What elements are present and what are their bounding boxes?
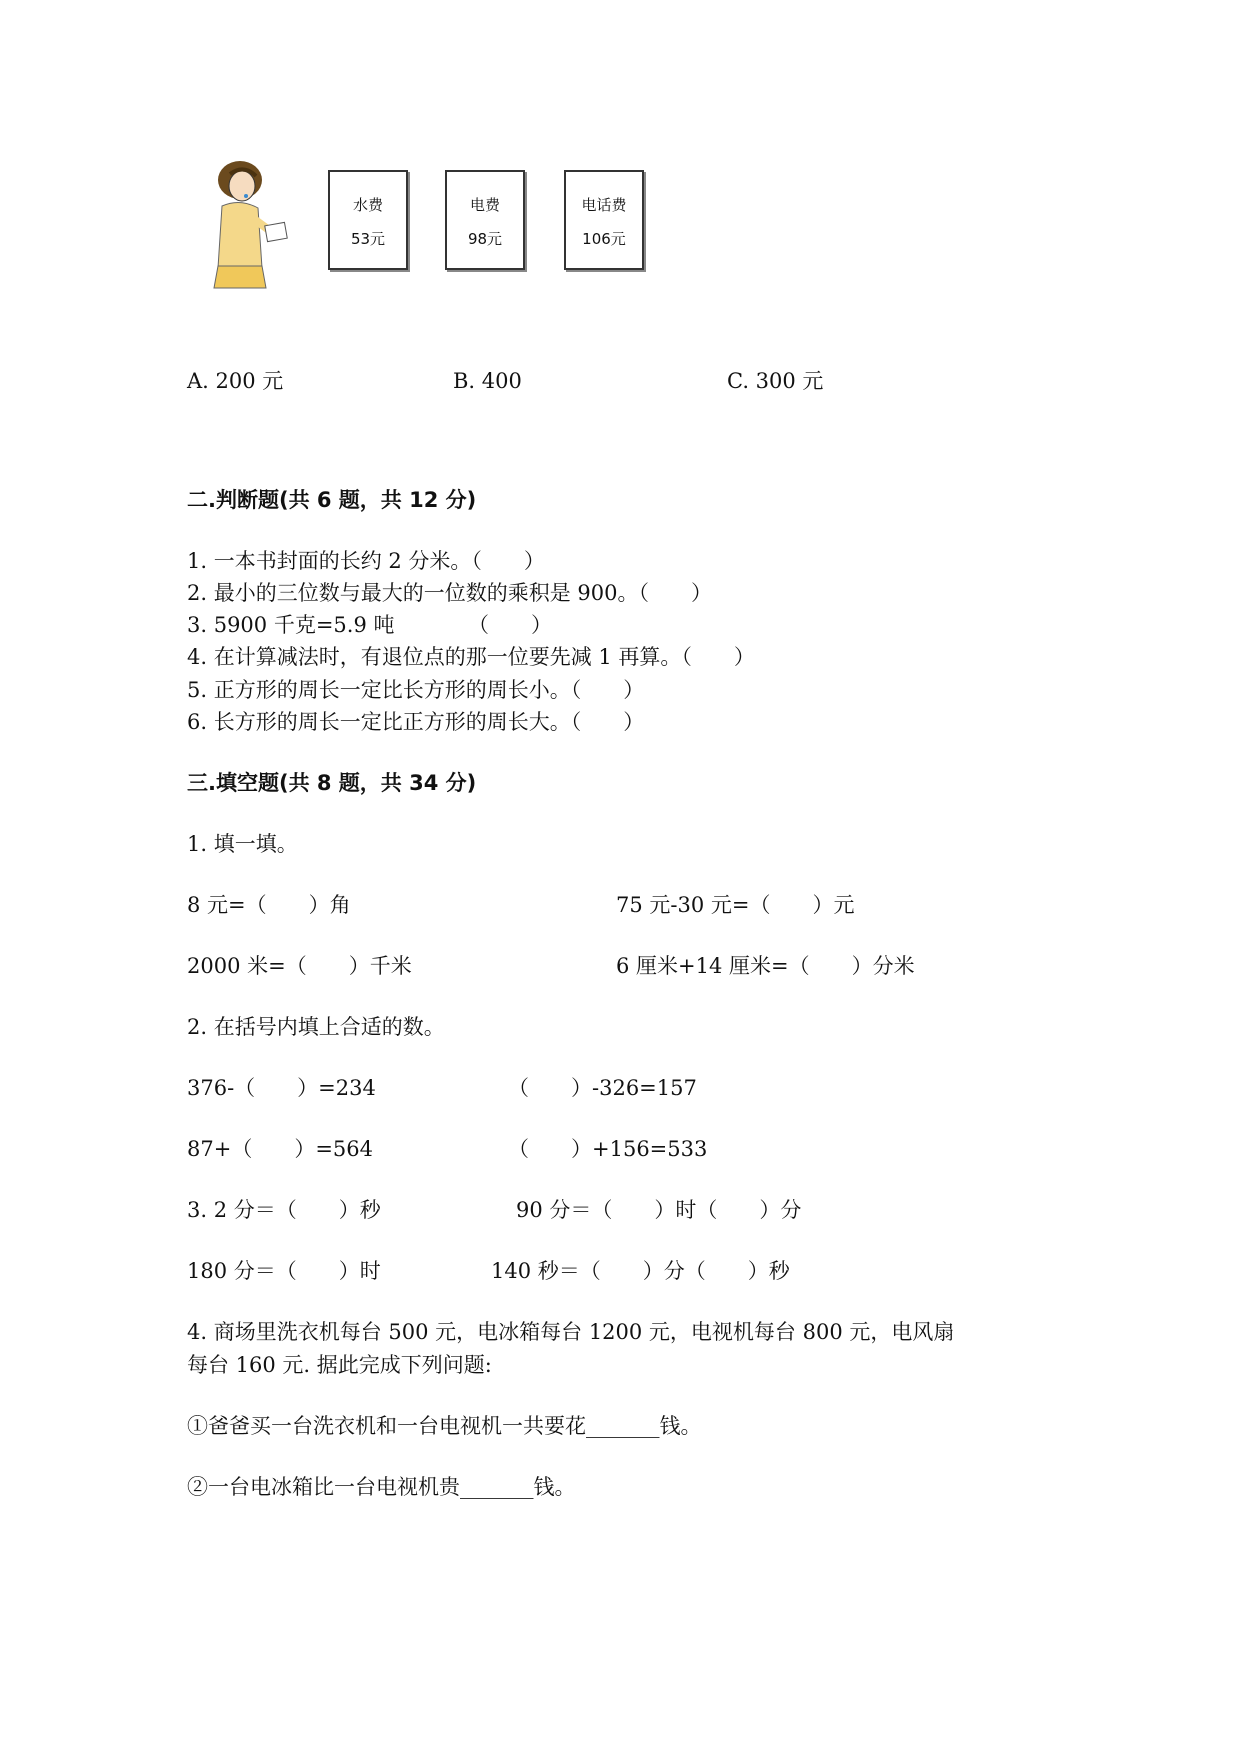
bill-water-amount: 53元 [350, 230, 386, 248]
q3-item-1: 3. 2 分＝（ ）秒 [187, 1198, 381, 1222]
q2-item-1: 376-（ ）=234 [187, 1076, 376, 1100]
judge-item-5: 5. 正方形的周长一定比长方形的周长小。（ ） [187, 678, 645, 702]
q2-item-4: （ ）+156=533 [508, 1137, 708, 1161]
bill-phone [564, 170, 644, 270]
choice-a: A. 200 元 [187, 369, 284, 393]
bill-electricity-amount: 98元 [467, 230, 503, 248]
bill-water [328, 170, 408, 270]
judge-item-6: 6. 长方形的周长一定比正方形的周长大。（ ） [187, 710, 645, 734]
judge-item-4: 4. 在计算减法时，有退位点的那一位要先减 1 再算。（ ） [187, 645, 755, 669]
q1-item-3: 2000 米=（ ）千米 [187, 954, 412, 978]
bill-electricity [445, 170, 525, 270]
judge-item-3: 3. 5900 千克=5.9 吨 （ ） [187, 613, 552, 637]
q2-item-2: （ ）-326=157 [508, 1076, 697, 1100]
q3-item-2: 90 分＝（ ）时（ ）分 [516, 1198, 802, 1222]
q1-item-2: 75 元-30 元=（ ）元 [616, 893, 855, 917]
woman-illustration [200, 158, 292, 290]
choice-c: C. 300 元 [727, 369, 824, 393]
q4-text-line2: 每台 160 元. 据此完成下列问题: [187, 1353, 492, 1377]
q1-item-4: 6 厘米+14 厘米=（ ）分米 [616, 954, 915, 978]
section2-heading: 二.判断题(共 6 题，共 12 分) [187, 488, 477, 512]
q1-title: 1. 填一填。 [187, 832, 298, 856]
bill-water-name: 水费 [352, 196, 383, 214]
bill-electricity-name: 电费 [469, 196, 500, 214]
q4-sub-2: ②一台电冰箱比一台电视机贵_______钱。 [187, 1475, 576, 1499]
section3-heading: 三.填空题(共 8 题，共 34 分) [187, 771, 477, 795]
judge-item-2: 2. 最小的三位数与最大的一位数的乘积是 900。（ ） [187, 581, 712, 605]
q4-text-line1: 4. 商场里洗衣机每台 500 元，电冰箱每台 1200 元，电视机每台 800 元，电风扇 [187, 1320, 955, 1344]
choice-b: B. 400 [453, 369, 522, 393]
bill-phone-name: 电话费 [581, 196, 627, 214]
q4-sub-1: ①爸爸买一台洗衣机和一台电视机一共要花_______钱。 [187, 1414, 702, 1438]
q2-title: 2. 在括号内填上合适的数。 [187, 1015, 445, 1039]
q3-item-3: 180 分＝（ ）时 [187, 1259, 381, 1283]
q2-item-3: 87+（ ）=564 [187, 1137, 373, 1161]
judge-item-1: 1. 一本书封面的长约 2 分米。（ ） [187, 549, 545, 573]
q1-item-1: 8 元=（ ）角 [187, 893, 351, 917]
bill-phone-amount: 106元 [582, 230, 626, 248]
q3-item-4: 140 秒＝（ ）分（ ）秒 [491, 1259, 790, 1283]
